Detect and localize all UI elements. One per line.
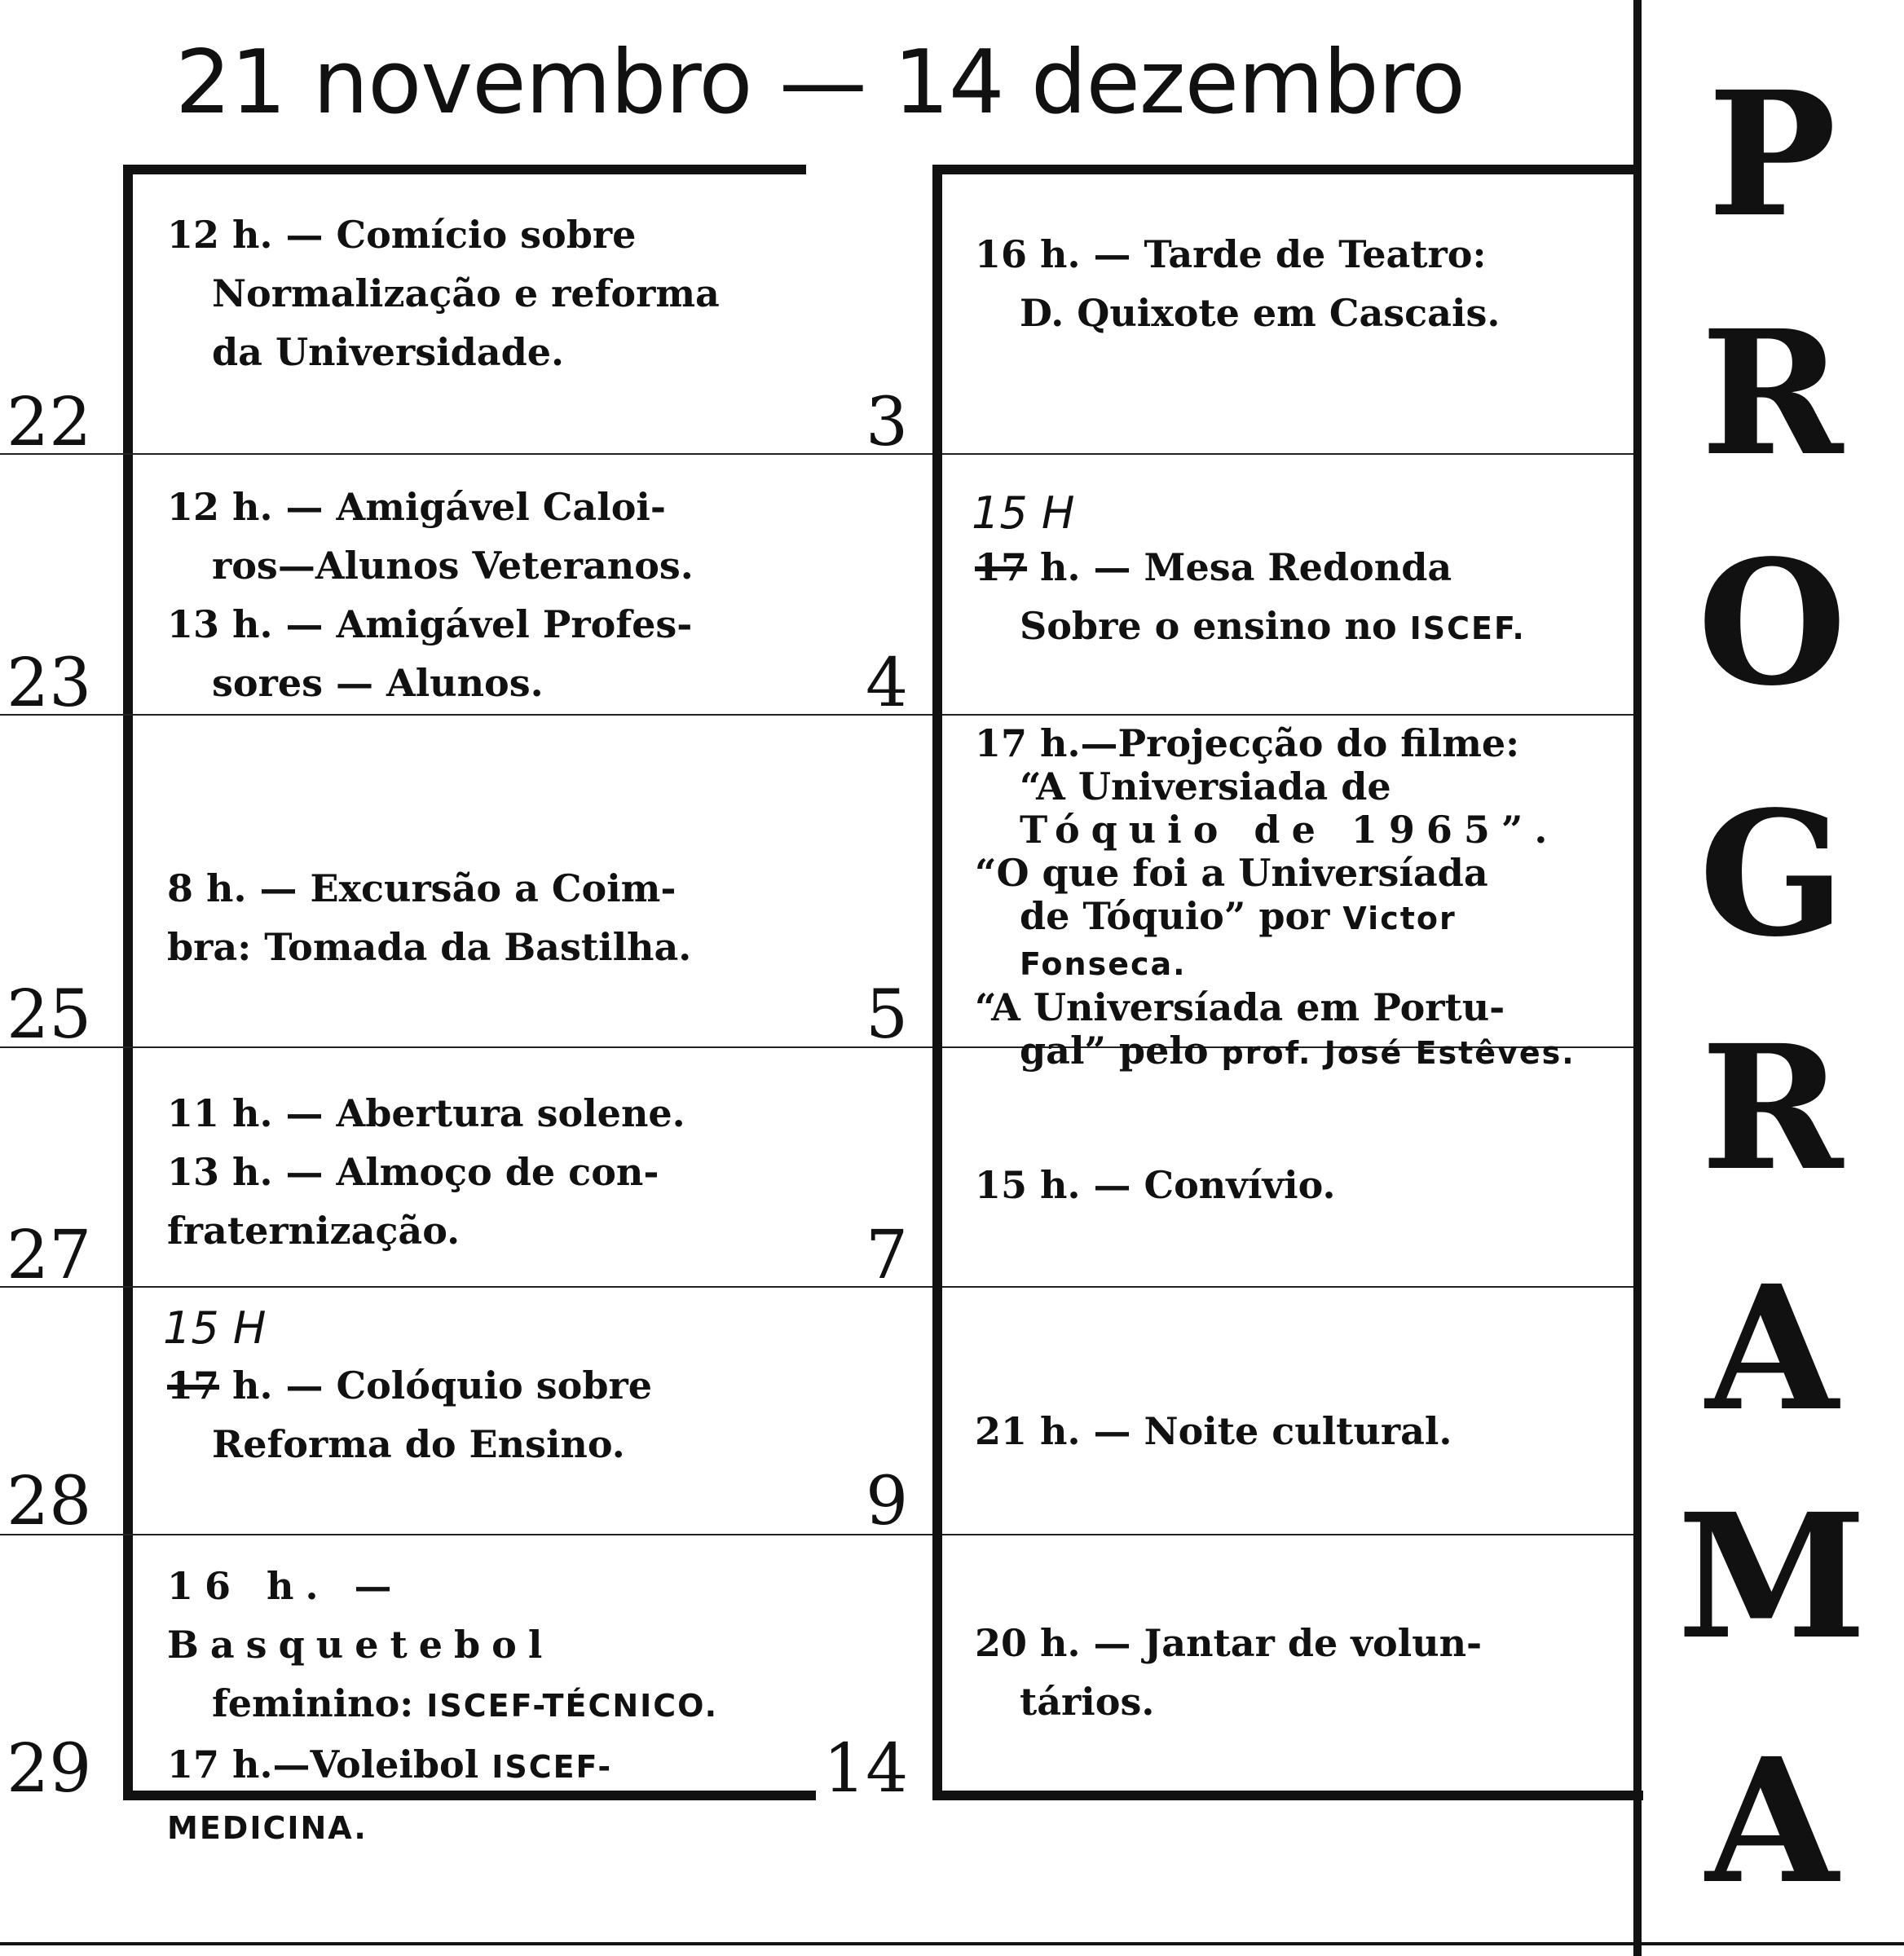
event-line — [975, 1029, 1627, 1075]
institution-name: ISCEF. — [1409, 610, 1526, 646]
event-line — [975, 538, 1619, 597]
event-line: 16 h. — Basquetebol — [167, 1564, 554, 1667]
side-title-letter: O — [1697, 522, 1847, 724]
event-cell-3 — [975, 225, 1619, 342]
event-line-text: h. — Mesa Redonda — [1027, 545, 1452, 589]
side-title-letter: G — [1699, 773, 1845, 975]
event-line-text: gal” pelo — [1020, 1029, 1222, 1073]
day-number-9: 9 — [866, 1463, 909, 1540]
event-cell-5 — [975, 722, 1627, 1075]
event-line: 8 h. — Excursão a Coim- — [167, 866, 677, 910]
event-line: 12 h. — Amigável Caloi- — [167, 485, 666, 529]
day-number-25: 25 — [7, 976, 92, 1054]
event-line: “A Universiada de — [1020, 764, 1391, 808]
event-line: fraternização. — [167, 1209, 461, 1253]
handwritten-time: 15 H — [163, 1302, 267, 1354]
event-line: sores — Alunos. — [212, 661, 544, 705]
event-cell-27 — [167, 1084, 778, 1260]
event-line — [167, 1735, 787, 1857]
event-cell-28 — [167, 1356, 778, 1474]
event-line-text: de Tóquio” por — [1020, 894, 1343, 938]
row-divider — [942, 1534, 1633, 1535]
event-cell-29 — [167, 1557, 787, 1857]
left-column-frame — [123, 165, 816, 1800]
event-cell-4 — [975, 538, 1619, 658]
event-line-text: Sobre o ensino no — [1020, 604, 1410, 648]
day-number-22: 22 — [7, 384, 92, 461]
event-line: Normalização e reforma — [212, 271, 720, 315]
event-line: “O que foi a Universíada — [975, 851, 1488, 895]
event-line-text: h. — Colóquio sobre — [219, 1363, 652, 1408]
speaker-name: prof. José Estêves. — [1221, 1035, 1576, 1071]
event-line: ros—Alunos Veteranos. — [212, 544, 694, 588]
event-cell-14 — [975, 1614, 1619, 1731]
side-title-letter: P — [1708, 54, 1836, 255]
day-number-5: 5 — [866, 976, 909, 1054]
day-number-14: 14 — [823, 1730, 909, 1808]
struck-hour: 17 — [167, 1363, 220, 1408]
event-line: Reforma do Ensino. — [212, 1422, 625, 1466]
day-number-28: 28 — [7, 1463, 92, 1540]
event-line: “A Universíada em Portu- — [975, 985, 1505, 1029]
side-title-letter: M — [1677, 1476, 1867, 1677]
event-line: 12 h. — Comício sobre — [167, 213, 637, 257]
event-line: 21 h. — Noite cultural. — [975, 1409, 1452, 1453]
row-divider — [0, 714, 932, 716]
event-line: bra: Tomada da Bastilha. — [167, 925, 692, 969]
speaker-name: Victor Fonseca. — [1020, 901, 1457, 982]
event-cell-23 — [167, 478, 778, 712]
day-number-4: 4 — [866, 645, 909, 722]
row-divider — [0, 453, 932, 455]
event-line — [975, 895, 1627, 986]
event-line: tários. — [1020, 1680, 1155, 1724]
event-cell-22 — [167, 205, 778, 381]
event-line: 13 h. — Amigável Profes- — [167, 602, 693, 646]
event-line: 16 h. — Tarde de Teatro: — [975, 232, 1487, 276]
event-line: 13 h. — Almoço de con- — [167, 1150, 659, 1194]
row-divider — [942, 453, 1633, 455]
day-number-29: 29 — [7, 1730, 92, 1808]
event-line: 15 h. — Convívio. — [975, 1163, 1336, 1207]
event-line: 17 h.—Projecção do filme: — [975, 721, 1520, 765]
event-line: D. Quixote em Cascais. — [1020, 291, 1501, 335]
day-number-7: 7 — [866, 1217, 909, 1294]
event-line — [167, 1674, 787, 1735]
side-title-letter: R — [1700, 1007, 1844, 1209]
row-divider — [942, 714, 1633, 716]
event-line-text: 17 h.—Voleibol — [167, 1742, 492, 1786]
row-divider — [942, 1286, 1633, 1288]
team-names: ISCEF-MEDICINA. — [167, 1749, 613, 1846]
side-title-letter: R — [1700, 293, 1844, 494]
bottom-rule — [0, 1942, 1904, 1945]
struck-hour: 17 — [975, 545, 1028, 589]
event-cell-9 — [975, 1402, 1619, 1460]
event-line — [167, 1356, 778, 1415]
page-title: 21 novembro — 14 dezembro — [175, 32, 1465, 134]
event-line: da Universidade. — [212, 330, 565, 374]
row-divider — [0, 1286, 932, 1288]
event-line: Tóquio de 1965”. — [1020, 808, 1559, 852]
event-cell-25 — [167, 859, 778, 976]
side-title-letter: A — [1705, 1720, 1839, 1922]
event-line-text: feminino: — [212, 1681, 427, 1725]
row-divider — [0, 1046, 932, 1048]
event-line: 20 h. — Jantar de volun- — [975, 1621, 1483, 1665]
day-number-3: 3 — [866, 384, 909, 461]
team-names: ISCEF-TÉCNICO. — [426, 1688, 719, 1724]
side-title-letter: A — [1705, 1248, 1839, 1449]
event-cell-7 — [975, 1156, 1619, 1214]
event-line: 11 h. — Abertura solene. — [167, 1091, 685, 1135]
event-line — [975, 597, 1619, 658]
day-number-27: 27 — [7, 1217, 92, 1294]
handwritten-time: 15 H — [972, 487, 1075, 539]
row-divider — [0, 1534, 932, 1535]
day-number-23: 23 — [7, 645, 92, 722]
